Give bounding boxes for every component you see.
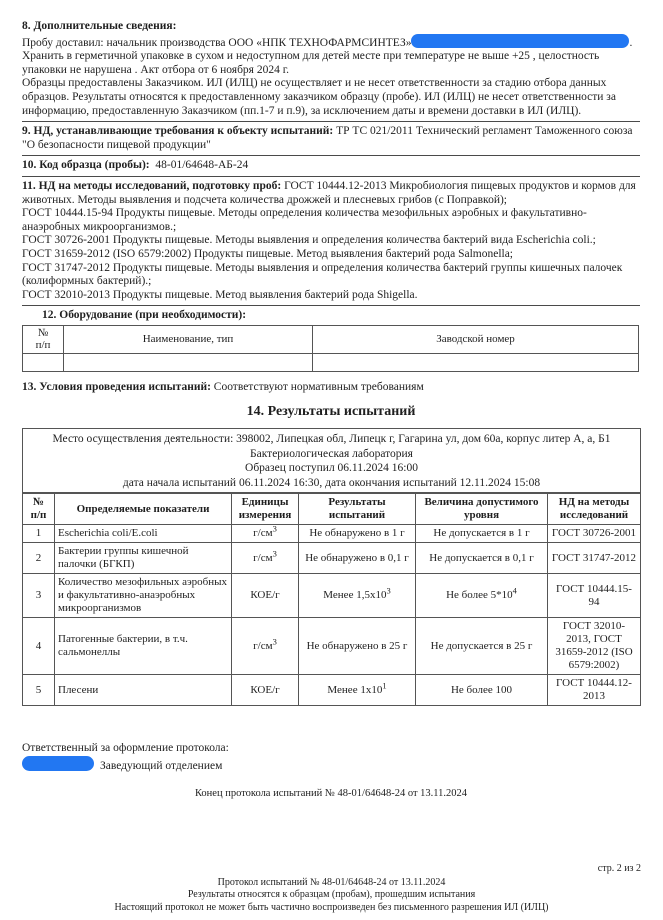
- num-header-bottom: п/п: [30, 509, 47, 522]
- laboratory-name: Бактериологическая лаборатория: [250, 447, 413, 460]
- row-indicator: Бактерии группы кишечной палочки (БГКП): [55, 543, 232, 574]
- row-unit: [232, 574, 299, 618]
- row-unit: [232, 543, 299, 574]
- row-allowed: [416, 618, 548, 675]
- signoff-block: [22, 740, 640, 774]
- row-result: [299, 574, 416, 618]
- unit-base: КОЕ/г: [250, 683, 280, 696]
- results-row-1: [23, 525, 640, 543]
- section-13-label: 13. Условия проведения испытаний:: [22, 380, 211, 393]
- row-method: ГОСТ 32010-2013, ГОСТ 31659-2012 (ISO 6579:2002): [548, 618, 641, 675]
- section-13-text: Соответствуют нормативным требованиям: [213, 380, 424, 393]
- signer-position: Заведующий отделением: [100, 760, 223, 773]
- row-allowed: [416, 525, 548, 543]
- section-9-requirements: [22, 125, 640, 152]
- results-col-result: Результаты испытаний: [299, 494, 416, 525]
- results-col-method: НД на методы исследований: [548, 494, 641, 525]
- allowed-base: Не более 100: [450, 683, 513, 696]
- results-col-allowed: Величина допустимого уровня: [416, 494, 548, 525]
- row-method: ГОСТ 31747-2012: [548, 543, 641, 574]
- row-allowed: [416, 675, 548, 706]
- row-unit: [232, 618, 299, 675]
- row-indicator: Плесени: [55, 675, 232, 706]
- unit-base: г/см: [253, 551, 273, 564]
- unit-sup: 3: [272, 548, 277, 559]
- result-base: Менее 1х10: [327, 683, 383, 696]
- method-gost-3: ГОСТ 30726-2001 Продукты пищевые. Методы выявления и определения количества бактерий вида Escherichia coli.;: [22, 234, 596, 247]
- allowed-base: Не более 5*10: [446, 589, 513, 602]
- method-gost-4: ГОСТ 31659-2012 (ISO 6579:2002) Продукты пищевые. Метод выявления бактерий рода Salmonella;: [22, 247, 514, 260]
- row-indicator: Количество мезофильных аэробных и факультативно-анаэробных микроорганизмов: [55, 574, 232, 618]
- results-col-unit: Единицы измерения: [232, 494, 299, 525]
- sample-code-value: 48-01/64648-АБ-24: [155, 159, 249, 172]
- result-base: Не обнаружено в 1 г: [309, 527, 405, 540]
- footer-results-note: Результаты относятся к образцам (пробам), прошедшим испытания: [187, 889, 476, 900]
- section-12-title: 12. Оборудование (при необходимости):: [42, 309, 247, 322]
- row-num: 5: [23, 675, 55, 706]
- page-number: стр. 2 из 2: [597, 863, 641, 874]
- page-footer: [0, 863, 663, 914]
- end-of-protocol-line: Конец протокола испытаний № 48-01/64648-24 от 13.11.2024: [194, 788, 468, 800]
- section-8-additional-info: [22, 20, 640, 118]
- row-method: ГОСТ 10444.12-2013: [548, 675, 641, 706]
- equipment-col-name: Наименование, тип: [64, 325, 313, 353]
- divider: [22, 121, 640, 122]
- redacted-person-name: [411, 34, 629, 48]
- row-num: 3: [23, 574, 55, 618]
- activity-address: Место осуществления деятельности: 398002, Липецкая обл, Липецк г, Гагарина ул, дом 60а, корпус литер А, а, Б1: [52, 433, 611, 446]
- equipment-col-serial: Заводской номер: [313, 325, 639, 353]
- results-row-5: [23, 675, 640, 706]
- method-gost-6: ГОСТ 32010-2013 Продукты пищевые. Метод выявления бактерий рода Shigella.: [22, 288, 418, 301]
- method-gost-1: ГОСТ 10444.12-2013 Микробиология пищевых продуктов и кормов для животных. Методы выявления и подсчета количества дрожжей и плесневых грибов (с Поправкой);: [22, 179, 636, 206]
- row-method: ГОСТ 30726-2001: [548, 525, 641, 543]
- section-11-label: 11. НД на методы исследований, подготовку проб:: [22, 179, 282, 192]
- allowed-base: Не допускается в 1 г: [433, 527, 530, 540]
- signoff-line: [22, 756, 640, 774]
- result-base: Не обнаружено в 25 г: [306, 639, 408, 652]
- allowed-base: Не допускается в 0,1 г: [429, 551, 534, 564]
- results-table: [23, 493, 640, 705]
- results-header-row: [23, 494, 640, 525]
- sample-received: Образец поступил 06.11.2024 16:00: [245, 462, 418, 475]
- divider: [22, 155, 640, 156]
- equipment-empty-cell: [23, 353, 64, 371]
- unit-base: КОЕ/г: [250, 589, 280, 602]
- sample-delivered-text: Пробу доставил: начальник производства ООО «НПК ТЕХНОФАРМСИНТЕЗ»: [22, 36, 412, 49]
- section-13-conditions: [22, 381, 640, 395]
- row-unit: [232, 525, 299, 543]
- method-gost-2: ГОСТ 10444.15-94 Продукты пищевые. Методы определения количества мезофильных аэробных и факультативно-анаэробных микроорганизмов.;: [22, 207, 587, 233]
- unit-sup: 3: [272, 523, 277, 534]
- row-num: 4: [23, 618, 55, 675]
- num-header-top: №: [37, 326, 49, 339]
- unit-base: г/см: [253, 639, 273, 652]
- section-8-title: 8. Дополнительные сведения:: [22, 20, 177, 32]
- row-result: [299, 675, 416, 706]
- divider: [22, 176, 640, 177]
- results-meta: [23, 429, 640, 493]
- footer-reproduction-note: Настоящий протокол не может быть частично воспроизведен без письменного разрешения ИЛ (ИЛЦ): [114, 901, 549, 913]
- row-result: [299, 525, 416, 543]
- section-10-label: 10. Код образца (пробы):: [22, 159, 150, 172]
- equipment-table: [22, 325, 639, 372]
- allowed-sup: 4: [512, 585, 517, 596]
- row-method: ГОСТ 10444.15-94: [548, 574, 641, 618]
- result-sup: 3: [386, 585, 391, 596]
- results-box: [22, 428, 641, 706]
- row-allowed: [416, 574, 548, 618]
- section-8-disclaimer: Образцы предоставлены Заказчиком. ИЛ (ИЛЦ) не осуществляет и не несет ответственности за стадию отбора данных образцов. Результаты относятся к предоставленному заказчиком образцу (пробе). ИЛ (ИЛЦ) не несет ответственности за информацию, предоставленную Заказчиком (пп.1-7 и п.9), за исключением даты и времени доставки в ИЛ (ИЛЦ).: [22, 77, 616, 117]
- result-sup: 1: [382, 680, 387, 691]
- redacted-signer-name: [22, 756, 94, 771]
- section-14-title: 14. Результаты испытаний: [246, 404, 416, 420]
- results-row-3: [23, 574, 640, 618]
- equipment-empty-cell: [313, 353, 639, 371]
- results-row-2: [23, 543, 640, 574]
- equipment-empty-row: [23, 353, 639, 371]
- num-header-top: №: [32, 496, 45, 509]
- divider: [22, 305, 640, 306]
- sample-delivered-period: .: [629, 36, 633, 49]
- footer-protocol-number: Протокол испытаний № 48-01/64648-24 от 13.11.2024: [217, 876, 446, 888]
- section-11-methods: [22, 180, 640, 302]
- equipment-empty-cell: [64, 353, 313, 371]
- signoff-label: Ответственный за оформление протокола:: [22, 742, 229, 755]
- method-gost-5: ГОСТ 31747-2012 Продукты пищевые. Методы выявления и определения количества бактерий группы кишечных палочек (колиформных бактерий).;: [22, 261, 623, 288]
- equipment-table-header-row: [23, 325, 639, 353]
- section-12-equipment: [22, 309, 640, 372]
- row-num: 1: [23, 525, 55, 543]
- row-indicator: Патогенные бактерии, в т.ч. сальмонеллы: [55, 618, 232, 675]
- section-10-sample-code: [22, 159, 640, 173]
- results-col-num: [23, 494, 55, 525]
- row-num: 2: [23, 543, 55, 574]
- result-base: Менее 1,5х10: [323, 589, 387, 602]
- section-8-line-sample-delivered: [22, 34, 640, 51]
- section-9-text: ТР ТС 021/2011 Технический регламент Таможенного союза "О безопасности пищевой продукции": [22, 125, 633, 151]
- results-row-4: [23, 618, 640, 675]
- result-base: Не обнаружено в 0,1 г: [305, 551, 409, 564]
- row-result: [299, 543, 416, 574]
- allowed-base: Не допускается в 25 г: [430, 639, 533, 652]
- unit-base: г/см: [253, 527, 273, 540]
- row-indicator: Escherichia coli/E.coli: [55, 525, 232, 543]
- test-dates: дата начала испытаний 06.11.2024 16:30, дата окончания испытаний 12.11.2024 15:08: [122, 476, 541, 489]
- row-allowed: [416, 543, 548, 574]
- equipment-col-num: [23, 325, 64, 353]
- section-8-storage-conditions: Хранить в герметичной упаковке в сухом и недоступном для детей месте при температуре не выше +25 , целостность упаковки не нарушена . Акт отбора от 6 ноября 2024 г.: [22, 50, 600, 76]
- row-unit: [232, 675, 299, 706]
- results-col-indicator: Определяемые показатели: [55, 494, 232, 525]
- section-9-label: 9. НД, устанавливающие требования к объекту испытаний:: [22, 125, 334, 138]
- row-result: [299, 618, 416, 675]
- unit-sup: 3: [272, 636, 277, 647]
- num-header-bottom: п/п: [35, 339, 51, 352]
